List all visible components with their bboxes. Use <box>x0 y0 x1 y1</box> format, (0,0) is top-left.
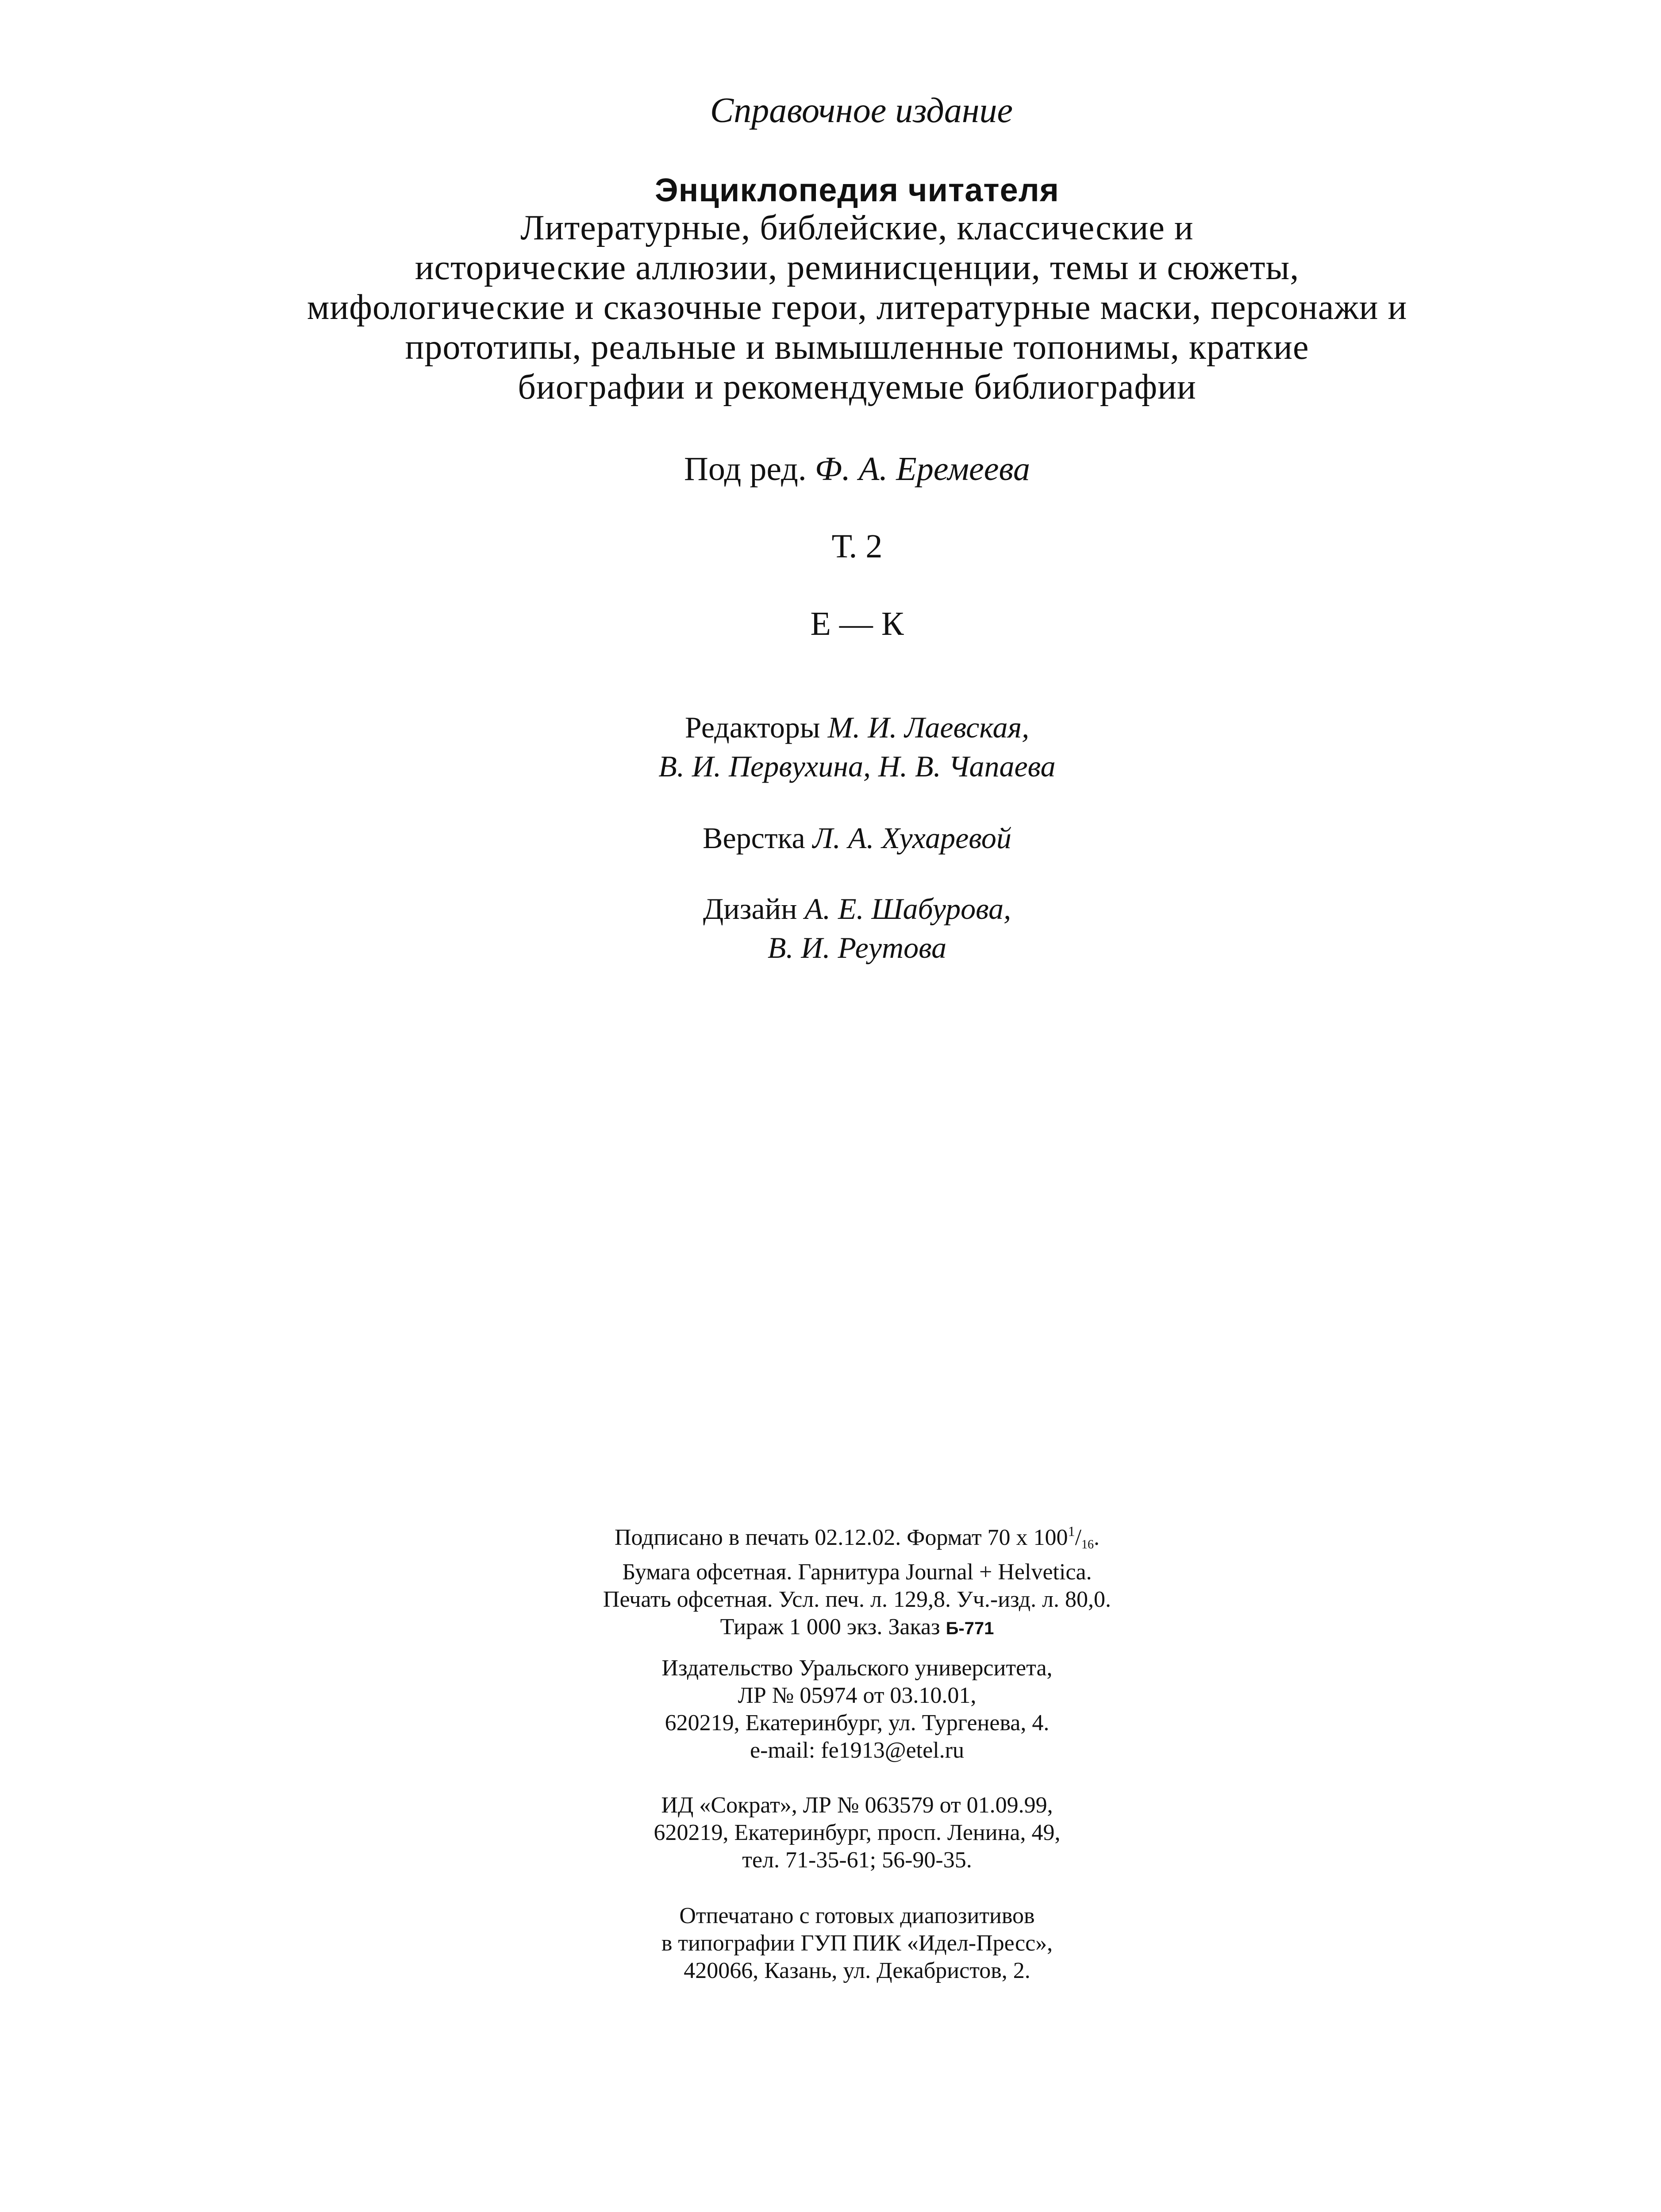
genre-label: Справочное издание <box>710 91 1013 130</box>
book-subtitle <box>27 208 1661 407</box>
layout-name: Л. А. Хухаревой <box>812 821 1011 855</box>
signed-to-print-text: Подписано в печать 02.12.02. Формат 70 х 100 <box>614 1525 1068 1550</box>
format-fraction-slash: / <box>1075 1525 1082 1550</box>
publisher-info <box>27 1655 1661 1764</box>
copublisher-line: ИД «Сократ», ЛР № 063579 от 01.09.99, <box>661 1793 1053 1818</box>
order-number: Б-771 <box>946 1619 994 1638</box>
print-specs <box>27 1517 1661 1642</box>
printing-line: 420066, Казань, ул. Декабристов, 2. <box>684 1958 1030 1983</box>
publisher-line: 620219, Екатеринбург, ул. Тургенева, 4. <box>665 1710 1050 1736</box>
editors-names-line1: М. И. Лаевская, <box>827 710 1030 744</box>
design-label: Дизайн <box>703 892 797 926</box>
format-fraction-numerator: 1 <box>1068 1523 1075 1539</box>
letter-range: Е — К <box>810 605 904 642</box>
printing-line: Отпечатано с готовых диапозитивов <box>679 1903 1035 1928</box>
print-specs-line <box>27 1517 1661 1559</box>
subtitle-line: прототипы, реальные и вымышленные топонимы, краткие <box>405 328 1309 367</box>
print-run-text: Тираж 1 000 экз. Заказ <box>720 1614 940 1640</box>
copublisher-line: 620219, Екатеринбург, просп. Ленина, 49, <box>654 1820 1061 1845</box>
publisher-email: e-mail: fe1913@etel.ru <box>750 1738 964 1763</box>
editors-names-line2: В. И. Первухина, Н. В. Чапаева <box>658 749 1056 783</box>
editors-label: Редакторы <box>684 710 820 744</box>
format-fraction-denominator: 16 <box>1081 1538 1094 1551</box>
print-specs-line: Печать офсетная. Усл. печ. л. 129,8. Уч.-изд. л. 80,0. <box>603 1587 1111 1612</box>
design-names-line1: А. Е. Шабурова, <box>804 892 1011 926</box>
publisher-line: ЛР № 05974 от 03.10.01, <box>738 1683 977 1708</box>
copublisher-info <box>27 1792 1661 1874</box>
editors-credit <box>27 708 1661 786</box>
chief-editor-label: Под ред. <box>684 450 807 488</box>
design-credit <box>27 889 1661 967</box>
subtitle-line: Литературные, библейские, классические и <box>520 208 1194 247</box>
copublisher-line: тел. 71-35-61; 56-90-35. <box>742 1847 972 1873</box>
printing-line: в типографии ГУП ПИК «Идел-Пресс», <box>661 1931 1053 1956</box>
subtitle-line: исторические аллюзии, реминисценции, темы и сюжеты, <box>415 248 1300 287</box>
print-specs-line: Бумага офсетная. Гарнитура Journal + Helvetica. <box>622 1559 1092 1585</box>
chief-editor-name: Ф. А. Еремеева <box>815 450 1030 488</box>
publisher-line: Издательство Уральского университета, <box>661 1655 1053 1681</box>
volume-number: Т. 2 <box>831 528 883 565</box>
format-period: . <box>1094 1525 1100 1550</box>
chief-editor <box>27 447 1661 491</box>
book-title: Энциклопедия читателя <box>655 172 1059 208</box>
print-specs-line <box>27 1613 1661 1642</box>
layout-label: Верстка <box>703 821 805 855</box>
printing-house-info <box>27 1902 1661 1985</box>
subtitle-line: мифологические и сказочные герои, литературные маски, персонажи и <box>307 288 1407 327</box>
layout-credit <box>27 818 1661 857</box>
subtitle-line: биографии и рекомендуемые библиографии <box>518 368 1196 407</box>
design-names-line2: В. И. Реутова <box>767 931 947 964</box>
